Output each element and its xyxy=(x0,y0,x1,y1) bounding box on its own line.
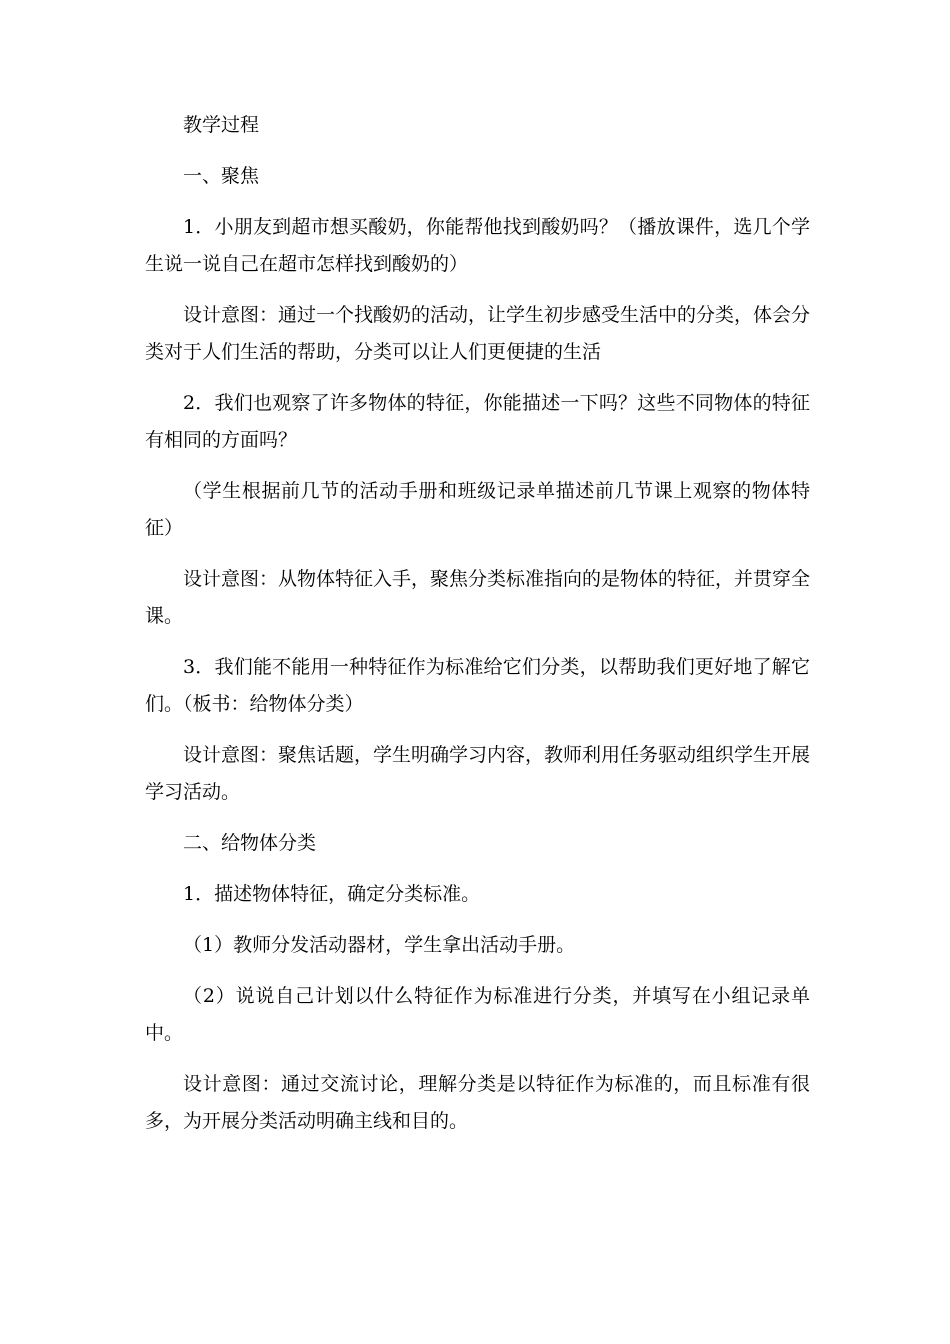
paragraph-design-intent-1: 设计意图：通过一个找酸奶的活动，让学生初步感受生活中的分类，体会分类对于人们生活的帮助，分类可以让人们更便捷的生活 xyxy=(145,304,811,363)
section-heading-classify: 二、给物体分类 xyxy=(183,832,317,854)
paragraph-subitem-1-1: （1）教师分发活动器材，学生拿出活动手册。 xyxy=(183,934,576,956)
paragraph-item-3: 3．我们能不能用一种特征作为标准给它们分类，以帮助我们更好地了解它们。（板书：给物体分类） xyxy=(145,656,810,715)
paragraph-subitem-1: 1．描述物体特征，确定分类标准。 xyxy=(183,883,481,905)
paragraph-item-1: 1．小朋友到超市想买酸奶，你能帮他找到酸奶吗？（播放课件，选几个学生说一说自己在超市怎样找到酸奶的） xyxy=(145,216,810,275)
paragraph-student-activity: （学生根据前几节的活动手册和班级记录单描述前几节课上观察的物体特征） xyxy=(145,480,810,539)
paragraph-subitem-1-2: （2）说说自己计划以什么特征作为标准进行分类，并填写在小组记录单中。 xyxy=(145,985,810,1044)
paragraph-item-2: 2．我们也观察了许多物体的特征，你能描述一下吗？这些不同物体的特征有相同的方面吗？ xyxy=(145,392,810,451)
heading-teaching-process: 教学过程 xyxy=(183,114,260,136)
paragraph-design-intent-4: 设计意图：通过交流讨论，理解分类是以特征作为标准的，而且标准有很多，为开展分类活动明确主线和目的。 xyxy=(145,1073,810,1132)
document-body xyxy=(145,107,810,1154)
paragraph-design-intent-3: 设计意图：聚焦话题，学生明确学习内容，教师利用任务驱动组织学生开展学习活动。 xyxy=(145,744,811,803)
section-heading-focus: 一、聚焦 xyxy=(183,165,260,187)
paragraph-design-intent-2: 设计意图：从物体特征入手，聚焦分类标准指向的是物体的特征，并贯穿全课。 xyxy=(145,568,811,627)
